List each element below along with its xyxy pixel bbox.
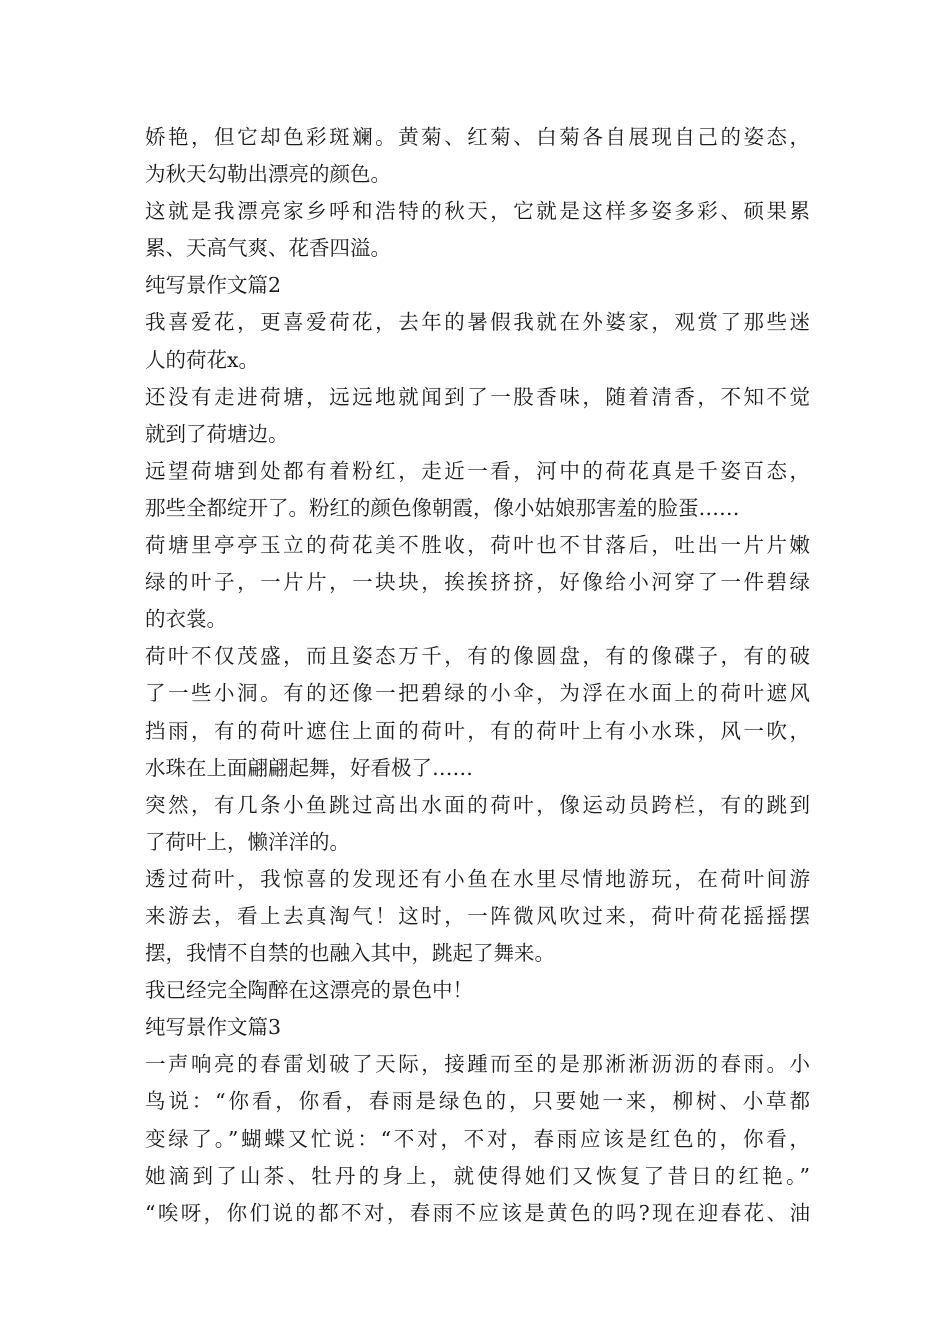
text-line: 人的荷花x。 xyxy=(145,347,260,372)
text-line: 鸟说：“你看，你看，春雨是绿色的，只要她一来，柳树、小草都 xyxy=(145,1089,810,1114)
text-line: 透过荷叶，我惊喜的发现还有小鱼在水里尽情地游玩，在荷叶间游 xyxy=(145,866,810,891)
text-line: 水珠在上面翩翩起舞，好看极了…… xyxy=(145,755,473,780)
text-line: 还没有走进荷塘，远远地就闻到了一股香味，随着清香，不知不觉 xyxy=(145,384,810,409)
text-line: 的衣裳。 xyxy=(145,607,227,632)
document-page xyxy=(145,119,810,1232)
text-line: “唉呀，你们说的都不对，春雨不应该是黄色的吗?现在迎春花、油 xyxy=(145,1200,810,1225)
text-line: 她滴到了山茶、牡丹的身上，就使得她们又恢复了昔日的红艳。” xyxy=(145,1163,810,1188)
text-line: 变绿了。”蝴蝶又忙说：“不对，不对，春雨应该是红色的，你看， xyxy=(145,1126,810,1151)
text-line: 远望荷塘到处都有着粉红，走近一看，河中的荷花真是千姿百态， xyxy=(145,458,810,483)
text-line: 为秋天勾勒出漂亮的颜色。 xyxy=(145,162,391,187)
text-line: 荷塘里亭亭玉立的荷花美不胜收，荷叶也不甘落后，吐出一片片嫩 xyxy=(145,533,810,558)
text-line: 纯写景作文篇3 xyxy=(145,1015,282,1040)
text-line: 突然，有几条小鱼跳过高出水面的荷叶，像运动员跨栏，有的跳到 xyxy=(145,792,810,817)
text-line: 那些全都绽开了。粉红的颜色像朝霞，像小姑娘那害羞的脸蛋…… xyxy=(145,495,740,520)
text-line: 我喜爱花，更喜爱荷花，去年的暑假我就在外婆家，观赏了那些迷 xyxy=(145,310,810,335)
text-line: 就到了荷塘边。 xyxy=(145,421,289,446)
text-line: 摆，我情不自禁的也融入其中，跳起了舞来。 xyxy=(145,941,555,966)
text-line: 来游去，看上去真淘气！这时，一阵微风吹过来，荷叶荷花摇摇摆 xyxy=(145,903,810,928)
text-line: 了一些小洞。有的还像一把碧绿的小伞，为浮在水面上的荷叶遮风 xyxy=(145,681,810,706)
text-line: 了荷叶上，懒洋洋的。 xyxy=(145,829,350,854)
text-line: 挡雨，有的荷叶遮住上面的荷叶，有的荷叶上有小水珠，风一吹， xyxy=(145,718,810,743)
text-line: 这就是我漂亮家乡呼和浩特的秋天，它就是这样多姿多彩、硕果累 xyxy=(145,199,810,224)
text-line: 荷叶不仅茂盛，而且姿态万千，有的像圆盘，有的像碟子，有的破 xyxy=(145,644,810,669)
text-line: 我已经完全陶醉在这漂亮的景色中！ xyxy=(145,978,473,1003)
text-line: 一声响亮的春雷划破了天际，接踵而至的是那淅淅沥沥的春雨。小 xyxy=(145,1052,810,1077)
text-line: 纯写景作文篇2 xyxy=(145,273,282,298)
text-line: 绿的叶子，一片片，一块块，挨挨挤挤，好像给小河穿了一件碧绿 xyxy=(145,570,810,595)
text-line: 累、天高气爽、花香四溢。 xyxy=(145,236,391,261)
text-line: 娇艳，但它却色彩斑斓。黄菊、红菊、白菊各自展现自己的姿态， xyxy=(145,125,810,149)
